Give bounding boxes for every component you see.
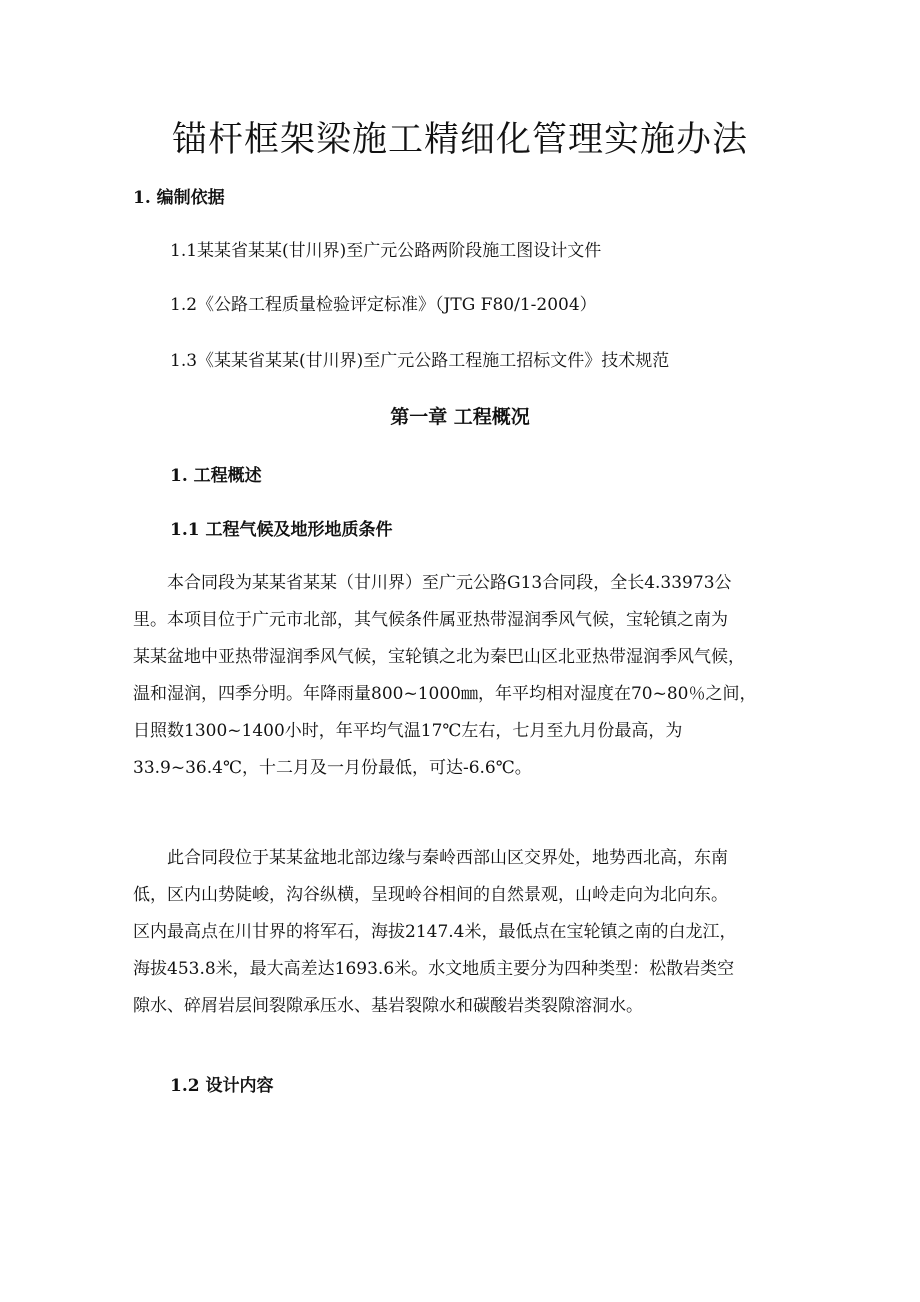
paragraph-line: 隙水、碎屑岩层间裂隙承压水、基岩裂隙水和碳酸岩类裂隙溶洞水。 bbox=[133, 996, 643, 1016]
paragraph-line: 本合同段为某某省某某（甘川界）至广元公路G13合同段，全长4.33973公 bbox=[133, 573, 732, 593]
paragraph-line: 温和湿润，四季分明。年降雨量800~1000㎜，年平均相对湿度在70~80％之间， bbox=[133, 684, 757, 704]
geology-paragraph bbox=[133, 840, 793, 1025]
paragraph-line: 此合同段位于某某盆地北部边缘与秦岭西部山区交界处，地势西北高，东南 bbox=[133, 848, 728, 868]
paragraph-line: 日照数1300~1400小时，年平均气温17℃左右，七月至九月份最高，为 bbox=[133, 721, 683, 741]
paragraph-line: 区内最高点在川甘界的将军石，海拔2147.4米，最低点在宝轮镇之南的白龙江， bbox=[133, 922, 737, 942]
document-title: 锚杆框架梁施工精细化管理实施办法 bbox=[171, 120, 748, 160]
section-heading-overview: 1. 工程概述 bbox=[170, 466, 262, 486]
paragraph-line: 33.9~36.4℃，十二月及一月份最低，可达-6.6℃。 bbox=[133, 758, 532, 778]
basis-heading: 1. 编制依据 bbox=[133, 188, 225, 208]
paragraph-line: 里。本项目位于广元市北部，其气候条件属亚热带湿润季风气候，宝轮镇之南为 bbox=[133, 610, 728, 630]
basis-item-1: 1.1某某省某某(甘川界)至广元公路两阶段施工图设计文件 bbox=[170, 241, 602, 261]
section-heading-design-content: 1.2 设计内容 bbox=[170, 1076, 274, 1096]
paragraph-line: 低，区内山势陡峻，沟谷纵横，呈现岭谷相间的自然景观，山岭走向为北向东。 bbox=[133, 885, 728, 905]
basis-item-3: 1.3《某某省某某(甘川界)至广元公路工程施工招标文件》技术规范 bbox=[170, 351, 670, 371]
paragraph-line: 海拔453.8米，最大高差达1693.6米。水文地质主要分为四种类型：松散岩类空 bbox=[133, 959, 735, 979]
climate-paragraph bbox=[133, 565, 793, 787]
paragraph-line: 某某盆地中亚热带湿润季风气候，宝轮镇之北为秦巴山区北亚热带湿润季风气候， bbox=[133, 647, 745, 667]
chapter-title: 第一章 工程概况 bbox=[390, 406, 530, 428]
basis-item-2: 1.2《公路工程质量检验评定标准》（JTG F80/1-2004） bbox=[170, 295, 597, 315]
section-heading-climate-geology: 1.1 工程气候及地形地质条件 bbox=[170, 520, 393, 540]
